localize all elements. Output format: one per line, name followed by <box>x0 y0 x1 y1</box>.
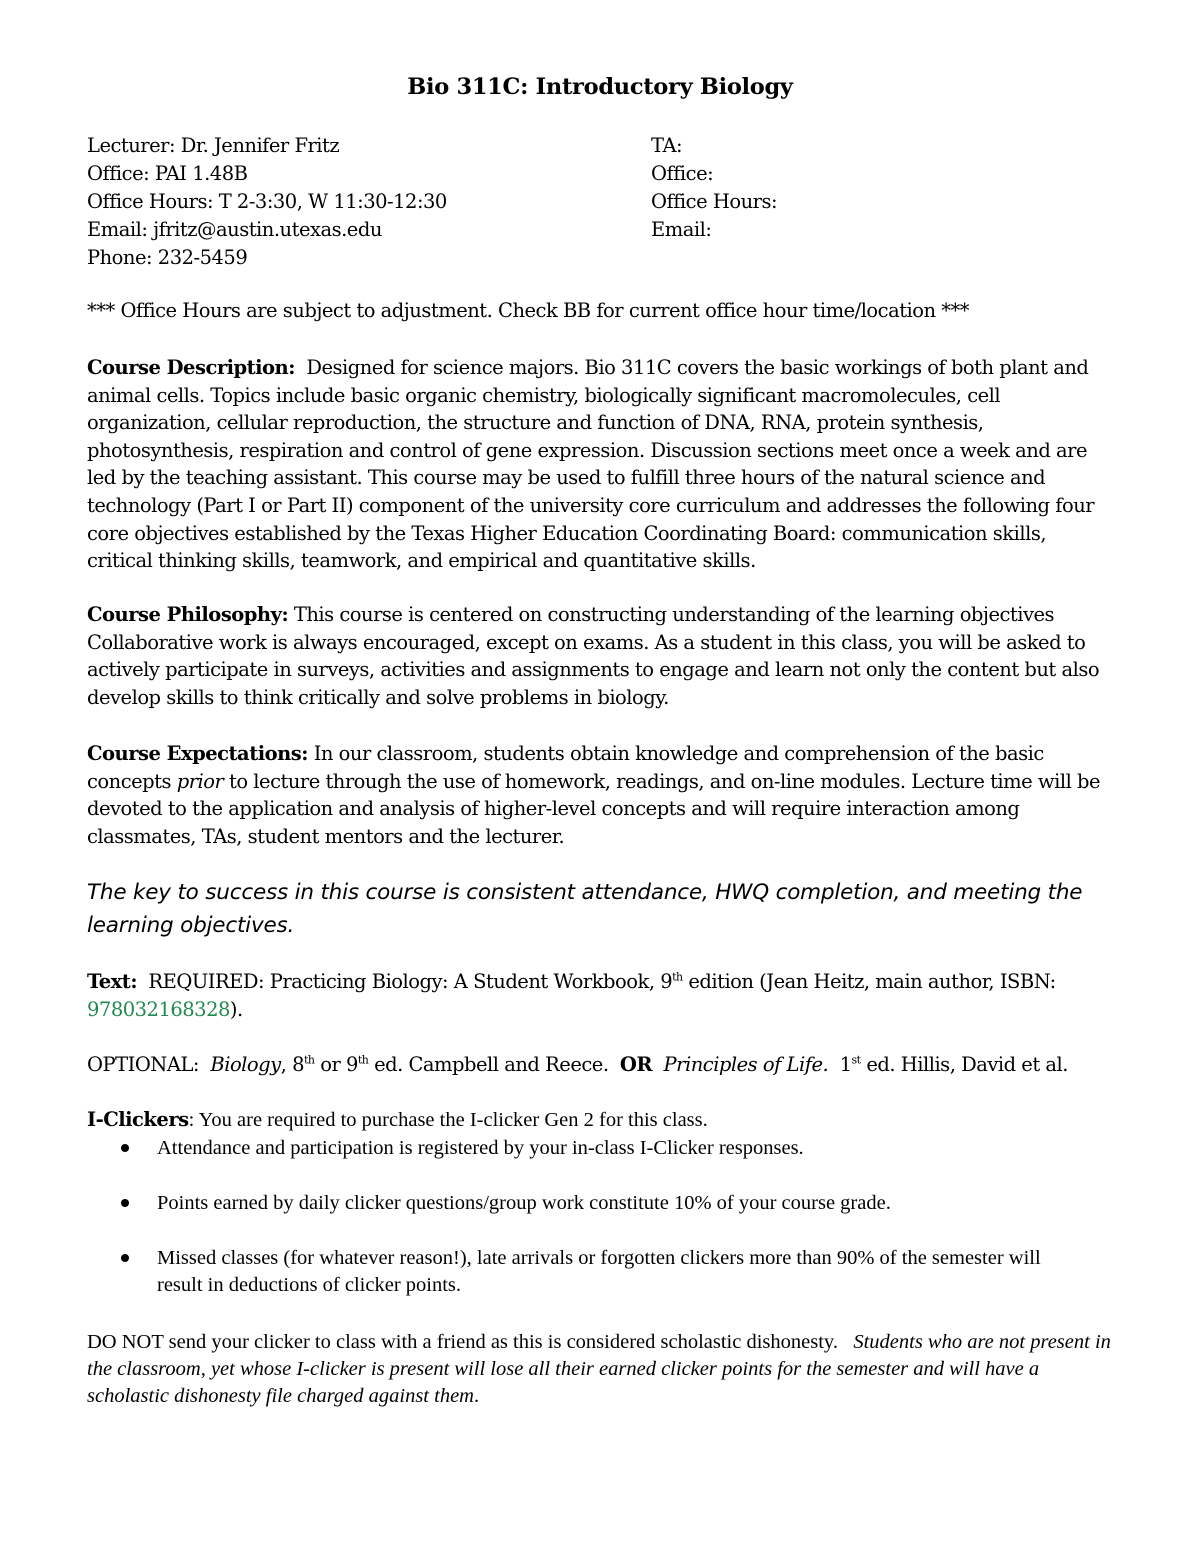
ta-email: Email: <box>651 218 712 241</box>
course-description-label: Course Description: <box>87 356 295 379</box>
optional-book-principles: Principles of Life. <box>663 1053 829 1076</box>
bullet-icon <box>121 1144 129 1152</box>
optional-sup-b: th <box>357 1053 369 1067</box>
clickers-list <box>87 1135 1117 1299</box>
required-book-author: edition (Jean Heitz, main author, ISBN: <box>688 970 1056 993</box>
required-book: REQUIRED: Practicing Biology: A Student Workbook, 9 <box>148 970 673 993</box>
optional-book-biology: Biology <box>210 1053 281 1076</box>
list-item <box>87 1190 1117 1217</box>
course-expectations-emphasis: prior <box>176 769 224 793</box>
course-philosophy-label: Course Philosophy: <box>87 603 289 626</box>
optional-sup-c: st <box>851 1053 861 1067</box>
isbn-number: 978032168328 <box>87 997 230 1021</box>
clickers-intro-text: : You are required to purchase the I-clicker Gen 2 for this class. <box>188 1109 708 1131</box>
optional-or: OR <box>619 1053 653 1076</box>
course-philosophy <box>87 601 1117 711</box>
optional-ed-b: ed. Campbell and Reece. <box>374 1053 609 1076</box>
course-expectations-label: Course Expectations: <box>87 742 308 765</box>
clickers-label: I-Clickers <box>87 1108 189 1131</box>
bullet-icon <box>121 1199 129 1207</box>
lecturer-office-hours: Office Hours: T 2-3:30, W 11:30-12:30 <box>87 190 447 213</box>
ta-office-hours: Office Hours: <box>651 190 778 213</box>
list-item <box>87 1135 1117 1162</box>
lecturer-phone: Phone: 232-5459 <box>87 246 248 269</box>
optional-label: OPTIONAL: <box>87 1053 199 1076</box>
course-expectations <box>87 740 1117 850</box>
optional-num: 1 <box>839 1053 852 1076</box>
list-item <box>87 1245 1117 1299</box>
course-description <box>87 354 1117 575</box>
clickers-intro <box>87 1106 1117 1135</box>
list-item-text: Attendance and participation is registered by your in-class I-Clicker responses. <box>157 1137 804 1159</box>
office-hours-notice: *** Office Hours are subject to adjustment. Check BB for current office hour time/location *** <box>87 299 970 322</box>
optional-ed-a: , 8 <box>280 1053 304 1076</box>
bullet-icon <box>121 1254 129 1262</box>
text-label: Text: <box>87 970 138 993</box>
ta-office: Office: <box>651 162 714 185</box>
optional-ed-c: ed. Hillis, David et al. <box>866 1053 1068 1076</box>
course-expectations-text-b: to lecture through the use of homework, readings, and on-line modules. Lecture time will be devoted to the application and analysis of higher-level concepts and will require interaction among classmates, TAs, student mentors and the lecturer. <box>87 769 1101 848</box>
list-item-text: Points earned by daily clicker questions/group work constitute 10% of your course grade. <box>157 1192 891 1214</box>
lecturer-email: Email: jfritz@austin.utexas.edu <box>87 218 382 241</box>
edition-sup: th <box>672 970 683 984</box>
lecturer-office: Office: PAI 1.48B <box>87 162 248 185</box>
required-text <box>87 968 1117 1023</box>
isbn-close: ). <box>229 997 243 1021</box>
clicker-warning <box>87 1329 1117 1410</box>
warning-plain: DO NOT send your clicker to class with a friend as this is considered scholastic dishonesty. <box>87 1331 838 1353</box>
lecturer-name: Lecturer: Dr. Jennifer Fritz <box>87 134 340 157</box>
optional-texts <box>87 1051 1117 1079</box>
optional-or-mid: or 9 <box>320 1053 358 1076</box>
page-title: Bio 311C: Introductory Biology <box>407 74 793 100</box>
ta-contact <box>651 132 1101 244</box>
course-philosophy-text: This course is centered on constructing understanding of the learning objectives Collaborative work is always encouraged, except on exams. As a student in this class, you will be asked to actively participate in surveys, activities and assignments to engage and learn not only the content but also develop skills to think critically and solve problems in biology. <box>87 603 1100 709</box>
lecturer-contact <box>87 132 627 272</box>
course-expectations-text-a: In our classroom, students obtain knowledge and comprehension of the basic concepts <box>87 742 1044 793</box>
warning-italic: Students who are not present in the classroom, yet whose I-clicker is present will lose all their earned clicker points for the semester and will have a scholastic dishonesty file charged against them <box>87 1331 1111 1407</box>
course-description-text: Designed for science majors. Bio 311C covers the basic workings of both plant and animal cells. Topics include basic organic chemistry, biologically significant macromolecules, cell organization, cellular reproduction, the structure and function of DNA, RNA, protein synthesis, photosynthesis, respiration and control of gene expression. Discussion sections meet once a week and are led by the teaching assistant. This course may be used to fulfill three hours of the natural science and technology (Part I or Part II) component of the university core curriculum and addresses the following four core objectives established by the Texas Higher Education Coordinating Board: communication skills, critical thinking skills, teamwork, and empirical and quantitative skills. <box>87 356 1095 573</box>
ta-name: TA: <box>651 134 683 157</box>
warning-end: . <box>473 1385 480 1407</box>
optional-sup-a: th <box>303 1053 315 1067</box>
list-item-text: Missed classes (for whatever reason!), late arrivals or forgotten clickers more than 90% of the semester will result in deductions of clicker points. <box>157 1247 1041 1296</box>
key-to-success: The key to success in this course is consistent attendance, HWQ completion, and meeting the learning objectives. <box>87 880 1083 938</box>
